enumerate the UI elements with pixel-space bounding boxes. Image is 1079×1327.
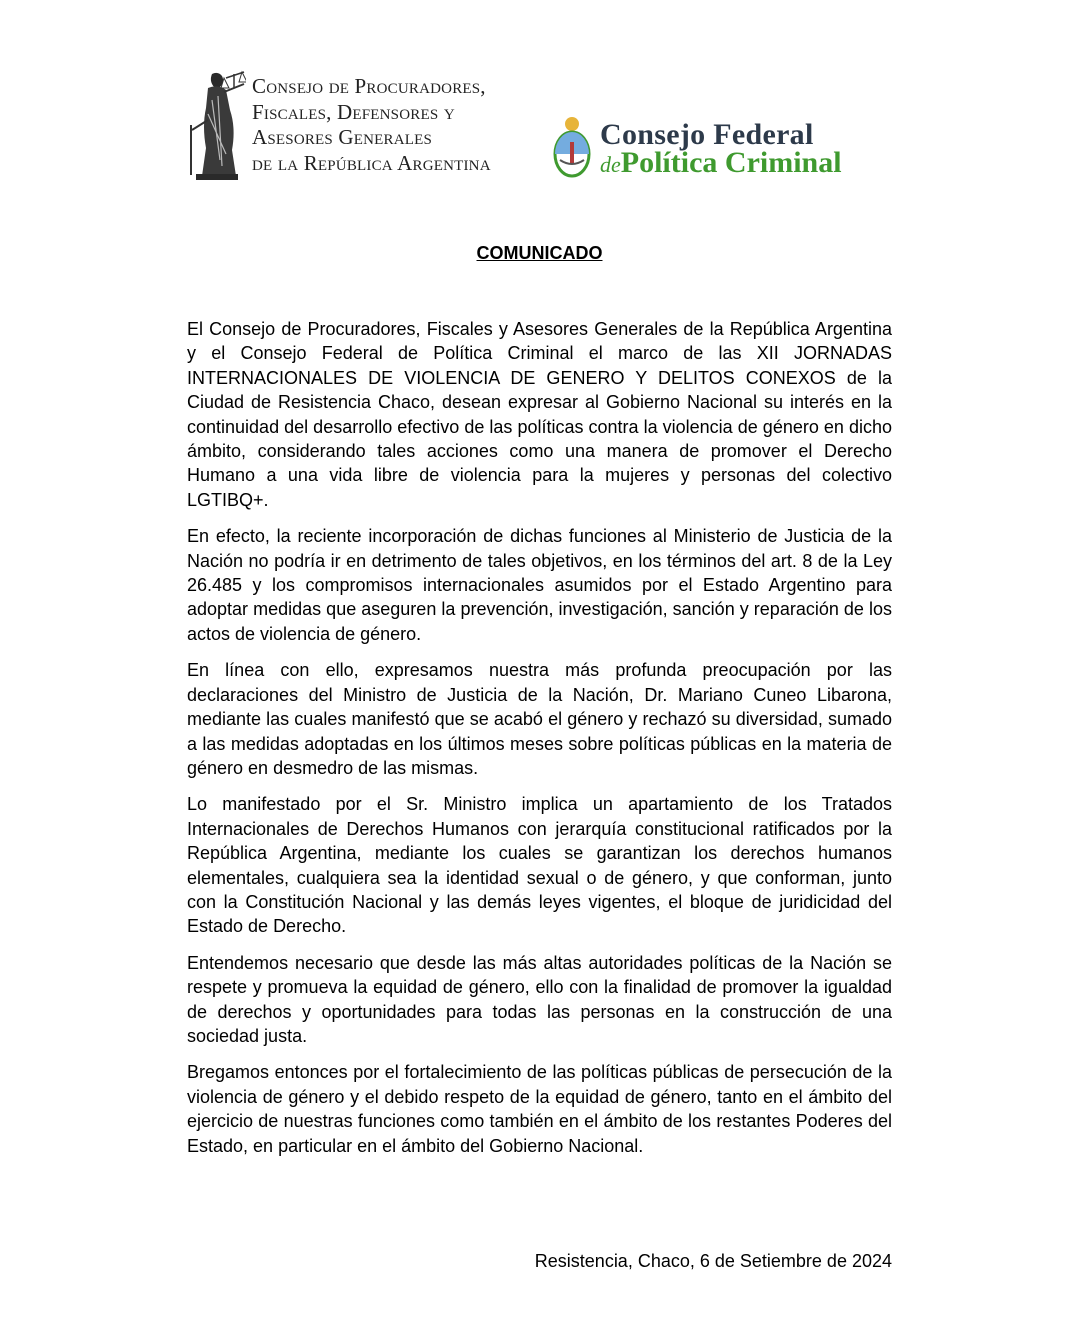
org2-line2-text: Política Criminal — [620, 146, 842, 179]
paragraph: En efecto, la reciente incorporación de dichas funciones al Ministerio de Justicia de la Nación no podría ir en detrimento de tales objetivos, en los términos del art. 8 de la Ley 26.485 y los compromisos internacionales asumidos por el Estado Argentino para adoptar medidas que aseguren la prevención, investigación, sanción y reparación de los actos de violencia de género. — [187, 526, 892, 644]
consejo-federal-name — [600, 120, 842, 180]
consejo-federal-logo — [550, 114, 880, 184]
org2-line1: Consejo Federal — [600, 118, 814, 151]
paragraph: Lo manifestado por el Sr. Ministro implica un apartamiento de los Tratados Internacionales de Derechos Humanos con jerarquía constitucional ratificados por la República Argentina, mediante los cuales se garantizan los derechos humanos elementales, cualquiera sea la identidad sexual o de género, y que conforman, junto con la Constitución Nacional y las demás leyes vigentes, el bloque de juridicidad del Estado de Derecho. — [187, 794, 892, 937]
place-and-date: Resistencia, Chaco, 6 de Setiembre de 2024 — [534, 1251, 892, 1271]
org1-line: de la República Argentina — [252, 150, 491, 175]
org1-line: Consejo de Procuradores, — [252, 74, 486, 98]
org2-de: de — [600, 152, 621, 177]
letterhead — [186, 68, 886, 188]
consejo-procuradores-name — [252, 74, 491, 176]
paragraph: Bregamos entonces por el fortalecimiento de las políticas públicas de persecución de la violencia de género y el debido respeto de la equidad de género, tanto en el ámbito del ejercicio de nuestras funciones como también en el ámbito de los restantes Poderes del Estado, en particular en el ámbito del Gobierno Nacional. — [187, 1062, 892, 1156]
org2-line2 — [600, 148, 842, 180]
document-body — [187, 317, 892, 1170]
paragraph: Entendemos necesario que desde las más altas autoridades políticas de la Nación se respete y promueva la equidad de género, ello con la finalidad de promover la igualdad de derechos y oportunidades para todas las personas en la construcción de una sociedad justa. — [187, 952, 892, 1046]
org1-line: Fiscales, Defensores y — [252, 99, 455, 124]
paragraph: El Consejo de Procuradores, Fiscales y Asesores Generales de la República Argentina y el Consejo Federal de Política Criminal el marco de las XII JORNADAS INTERNACIONALES DE VIOLENCIA DE GENERO Y DELITOS CONEXOS de la Ciudad de Resistencia Chaco, desean expresar al Gobierno Nacional su interés en la continuidad del desarrollo efectivo de las políticas contra la violencia de género en dicho ámbito, considerando tales acciones como una manera de promover el Derecho Humano a una vida libre de violencia para la mujeres y personas del colectivo LGTIBQ+. — [187, 319, 892, 510]
consejo-procuradores-logo — [186, 68, 541, 183]
document-title: COMUNICADO — [476, 243, 603, 263]
org1-line: Asesores Generales — [252, 125, 433, 149]
paragraph: En línea con ello, expresamos nuestra más profunda preocupación por las declaraciones del Ministro de Justicia de la Nación, Dr. Mariano Cuneo Libarona, mediante las cuales manifestó que se acabó el género y rechazó su diversidad, sumado a las medidas adoptadas en los últimos meses sobre políticas públicas en la materia de género en desmedro de las mismas. — [187, 660, 892, 778]
lady-justice-icon — [188, 70, 246, 180]
argentina-coat-of-arms-icon — [550, 114, 594, 180]
